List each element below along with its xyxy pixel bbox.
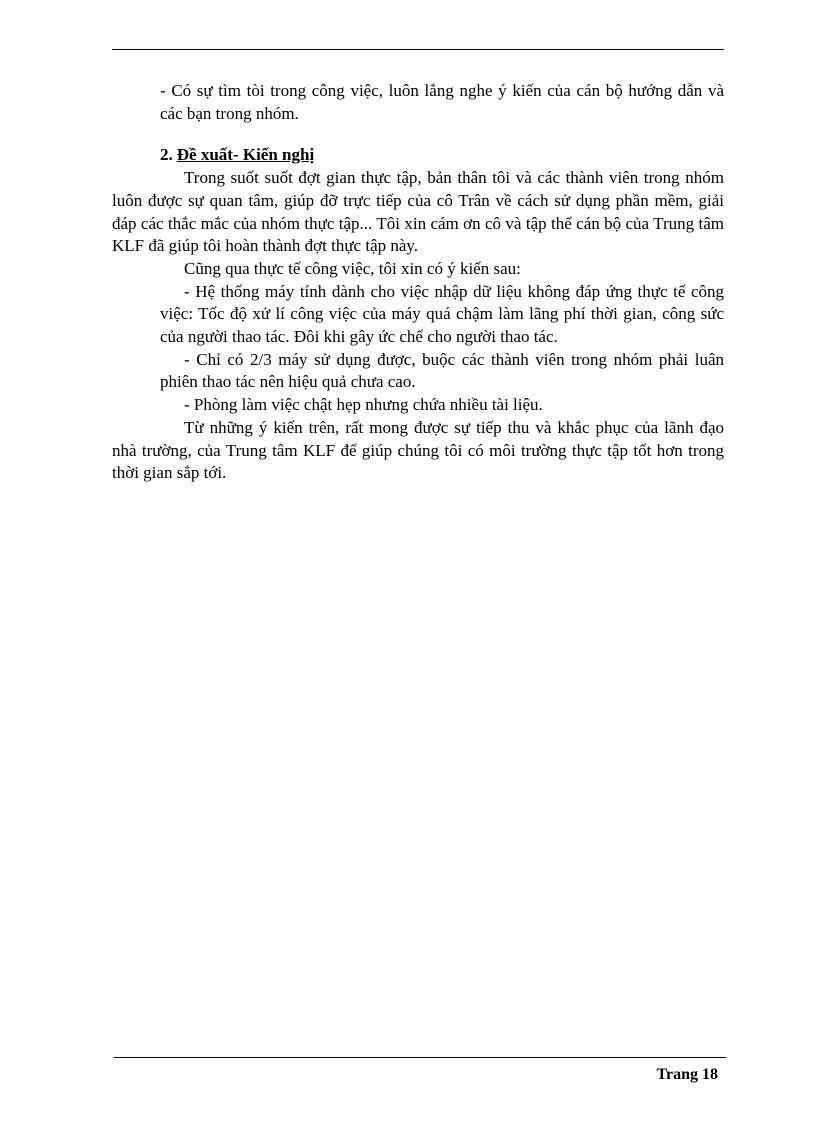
paragraph-machines-available: - Chỉ có 2/3 máy sử dụng được, buộc các thành viên trong nhóm phải luân phiên thao tác nên hiệu quả chưa cao. [160, 349, 724, 392]
paragraph-acknowledgement: Trong suốt suốt đợt gian thực tập, bản thân tôi và các thành viên trong nhóm luôn được sự quan tâm, giúp đỡ trực tiếp của cô Trân về cách sử dụng phần mềm, giải đáp các thắc mắc của nhóm thực tập... Tôi xin cám ơn cô và tập thể cán bộ của Trung tâm KLF đã giúp tôi hoàn thành đợt thực tập này. [112, 168, 724, 256]
page-number: Trang 18 [656, 1066, 718, 1083]
paragraph-research-attitude: - Có sự tìm tòi trong công việc, luôn lắng nghe ý kiến của cán bộ hướng dẫn và các bạn trong nhóm. [160, 81, 724, 123]
section-number: 2. [160, 145, 173, 165]
paragraph-closing: Từ những ý kiến trên, rất mong được sự tiếp thu và khắc phục của lãnh đạo nhà trường, của Trung tâm KLF để giúp chúng tôi có môi trường thực tập tốt hơn trong thời gian sắp tới. [112, 417, 724, 483]
section-heading [160, 144, 724, 167]
paragraph-computer-system: - Hệ thống máy tính dành cho việc nhập dữ liệu không đáp ứng thực tế công việc: Tốc độ xử lí công việc của máy quá chậm làm lãng phí thời gian, công sức của người thao tác. Đôi khi gây ức chế cho người thao tác. [160, 281, 724, 347]
section-title: Đề xuất- Kiến nghị [176, 145, 315, 165]
header-rule [112, 49, 724, 50]
paragraph-workroom: - Phòng làm việc chật hẹp nhưng chứa nhiều tài liệu. [184, 395, 543, 415]
document-body [112, 80, 724, 485]
footer-rule [114, 1057, 726, 1058]
paragraph-opinion-intro: Cũng qua thực tế công việc, tôi xin có ý kiến sau: [184, 258, 521, 278]
